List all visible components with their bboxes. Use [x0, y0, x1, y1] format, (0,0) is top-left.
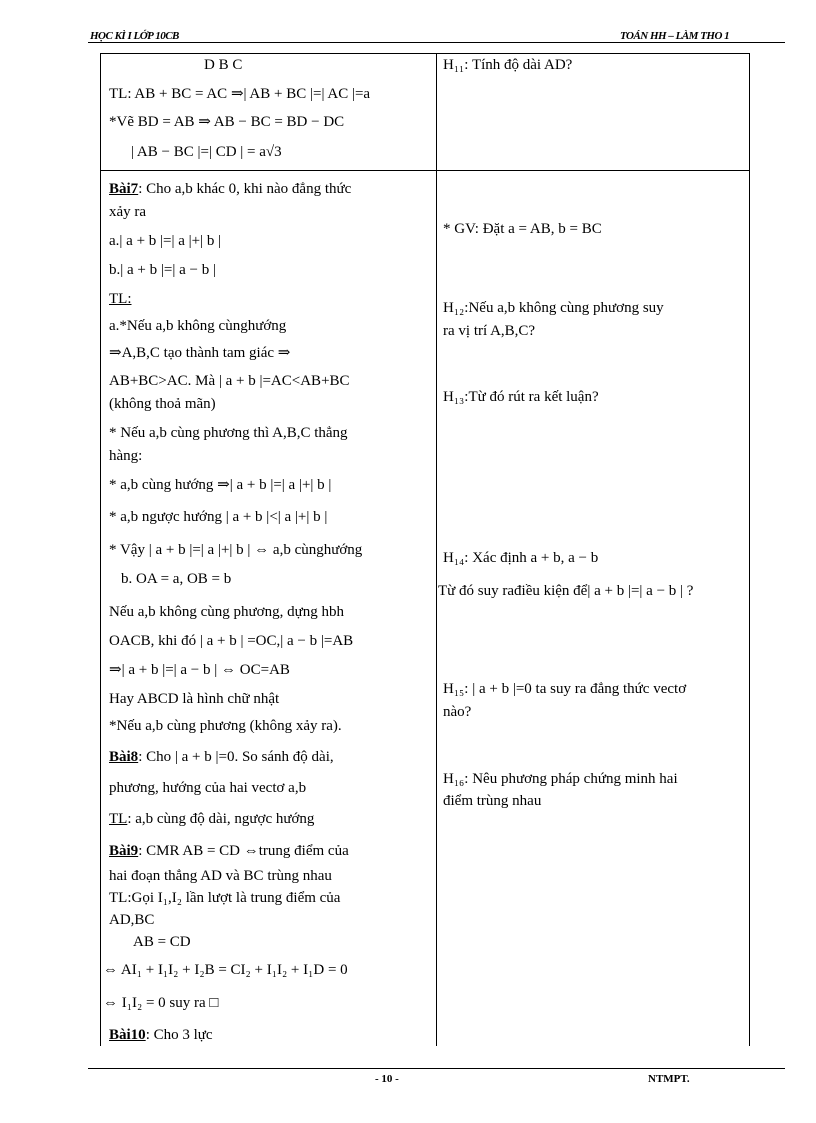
exercise-10-label: Bài10 [109, 1027, 146, 1043]
row-divider [101, 170, 749, 171]
answer-heading [109, 810, 314, 828]
text-line: * a,b cùng hướng ⇒| a + b |=| a |+| b | [109, 477, 332, 493]
text-line: TL:Gọi I₁,I₂ lần lượt là trung điểm của [109, 890, 341, 906]
footer-rule [88, 1068, 785, 1069]
header-rule [88, 42, 785, 43]
construct-line: *Vẽ BD = AB ⇒ AB − BC = BD − DC [109, 114, 345, 130]
text-line: ⇒A,B,C tạo thành tam giác ⇒ [109, 345, 291, 361]
exercise-7-label: Bài7 [109, 181, 139, 197]
exercise-9-text: : CMR AB = CD ⇔trung điểm của [138, 843, 349, 859]
text-line: AB+BC>AC. Mà | a + b |=AC<AB+BC [109, 373, 350, 389]
exercise-7-heading [109, 180, 351, 198]
question-h15: H₁₅: | a + b |=0 ta suy ra đẳng thức vectơ [443, 681, 687, 697]
question-h15-cont: nào? [443, 704, 472, 720]
exercise-10-heading [109, 1026, 427, 1044]
text-line: Hay ABCD là hình chữ nhật [109, 691, 280, 707]
answer-label [109, 290, 132, 308]
text-line: hai đoạn thẳng AD và BC trùng nhau [109, 868, 332, 884]
answer-text: : a,b cùng độ dài, ngược hướng [127, 811, 315, 827]
header-right: TOÁN HH – LÀM THO 1 [620, 30, 730, 42]
exercise-8-text: : Cho | a + b |=0. So sánh độ dài, [138, 749, 334, 765]
exercise-9-heading [109, 842, 349, 860]
text-line: hàng: [109, 448, 143, 464]
answer-line: TL: AB + BC = AC ⇒| AB + BC |=| AC |=a [109, 86, 371, 102]
text-line: a.| a + b |=| a |+| b | [109, 233, 222, 249]
exercise-7-text: : Cho a,b khác 0, khi nào đẳng thức [138, 181, 352, 197]
text-line: AD,BC [109, 912, 155, 928]
exercise-10-text: : Cho 3 lực [145, 1027, 213, 1043]
teacher-note: * GV: Đặt a = AB, b = BC [443, 221, 602, 237]
answer-label-text: TL: [109, 291, 132, 307]
math-line: AB = CD [133, 934, 191, 950]
column-divider [436, 54, 437, 1046]
text-line: xảy ra [109, 204, 147, 220]
lesson-table [100, 53, 750, 1046]
figure-points-label: D B C [204, 57, 243, 73]
question-h14-cont: Từ đó suy rađiều kiện để| a + b |=| a − b | ? [438, 583, 694, 599]
exercise-8-heading [109, 748, 334, 766]
question-h13: H₁₃:Từ đó rút ra kết luận? [443, 389, 599, 405]
footer-author: NTMPT. [648, 1073, 690, 1085]
question-h11: H₁₁: Tính độ dài AD? [443, 57, 573, 73]
text-line: * Vậy | a + b |=| a |+| b | ⇔ a,b cùnghướng [109, 542, 363, 558]
header-left: HỌC KÌ I LỚP 10CB [90, 30, 179, 42]
text-line: a.*Nếu a,b không cùnghướng [109, 318, 287, 334]
text-line: *Nếu a,b cùng phương (không xảy ra). [109, 718, 342, 734]
question-h16: H₁₆: Nêu phương pháp chứng minh hai [443, 771, 678, 787]
text-line: phương, hướng của hai vectơ a,b [109, 780, 307, 796]
text-line: (không thoả mãn) [109, 396, 216, 412]
text-line: OACB, khi đó | a + b | =OC,| a − b |=AB [109, 633, 354, 649]
text-line: b.| a + b |=| a − b | [109, 262, 216, 278]
question-h16-cont: điểm trùng nhau [443, 793, 542, 809]
math-line: ⇔ AI₁ + I₁I₂ + I₂B = CI₂ + I₁I₂ + I₁D = 0 [103, 962, 348, 978]
text-line: b. OA = a, OB = b [121, 571, 232, 587]
text-line: ⇒| a + b |=| a − b | ⇔ OC=AB [109, 662, 290, 678]
math-line: ⇔ I₁I₂ = 0 suy ra □ [103, 995, 219, 1011]
exercise-9-label: Bài9 [109, 843, 139, 859]
result-line: | AB − BC |=| CD | = a√3 [131, 144, 282, 160]
question-h12-cont: ra vị trí A,B,C? [443, 323, 536, 339]
text-line: * a,b ngược hướng | a + b |<| a |+| b | [109, 509, 328, 525]
question-h14: H₁₄: Xác định a + b, a − b [443, 550, 599, 566]
question-h12: H₁₂:Nếu a,b không cùng phương suy [443, 300, 664, 316]
page-number: - 10 - [375, 1073, 399, 1085]
text-line: * Nếu a,b cùng phương thì A,B,C thẳng [109, 425, 348, 441]
answer-label-text: TL [109, 811, 128, 827]
exercise-8-label: Bài8 [109, 749, 139, 765]
text-line: Nếu a,b không cùng phương, dựng hbh [109, 604, 344, 620]
